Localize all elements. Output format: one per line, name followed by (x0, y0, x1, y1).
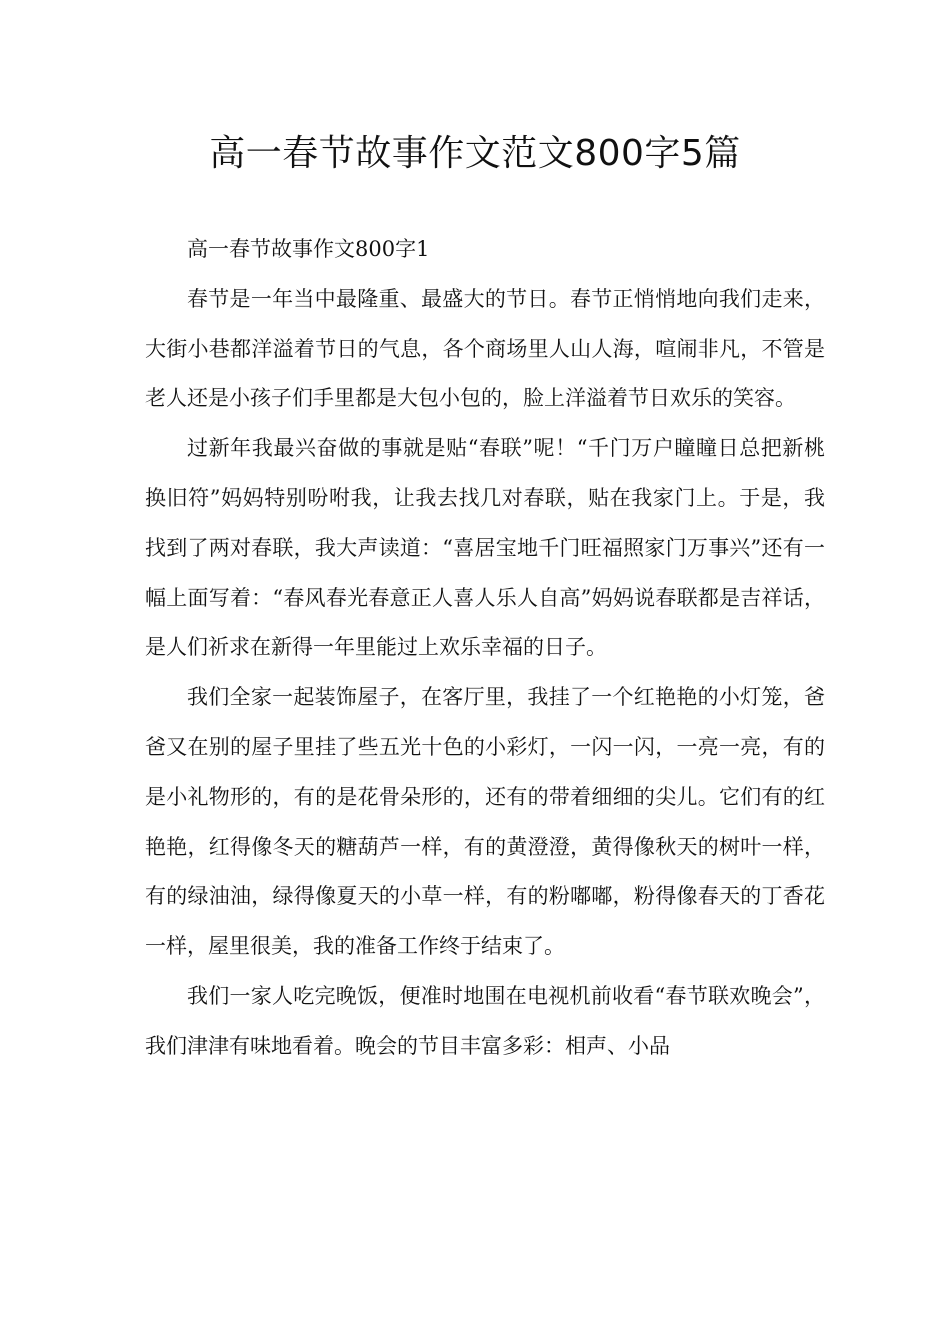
paragraph: 过新年我最兴奋做的事就是贴“春联”呢！“千门万户瞳瞳日总把新桃换旧符”妈妈特别吩咐我，让我去找几对春联，贴在我家门上。于是，我找到了两对春联，我大声读道：“喜居宝地千门旺福照家门万事兴”还有一幅上面写着：“春风春光春意正人喜人乐人自高”妈妈说春联都是吉祥话，是人们祈求在新得一年里能过上欢乐幸福的日子。 (145, 436, 825, 660)
paragraph: 春节是一年当中最隆重、最盛大的节日。春节正悄悄地向我们走来，大街小巷都洋溢着节日的气息，各个商场里人山人海，喧闹非凡，不管是老人还是小孩子们手里都是大包小包的，脸上洋溢着节日欢乐的笑容。 (145, 286, 825, 411)
document-body (145, 225, 825, 1072)
paragraph: 我们全家一起装饰屋子，在客厅里，我挂了一个红艳艳的小灯笼，爸爸又在别的屋子里挂了些五光十色的小彩灯，一闪一闪，一亮一亮，有的是小礼物形的，有的是花骨朵形的，还有的带着细细的尖儿。它们有的红艳艳，红得像冬天的糖葫芦一样，有的黄澄澄，黄得像秋天的树叶一样，有的绿油油，绿得像夏天的小草一样，有的粉嘟嘟，粉得像春天的丁香花一样，屋里很美，我的准备工作终于结束了。 (145, 685, 825, 959)
paragraph: 我们一家人吃完晚饭，便准时地围在电视机前收看“春节联欢晚会”，我们津津有味地看着。晚会的节目丰富多彩：相声、小品 (145, 983, 825, 1058)
essay-subheading: 高一春节故事作文800字1 (187, 237, 430, 261)
document-title: 高一春节故事作文范文800字5篇 (209, 133, 741, 174)
